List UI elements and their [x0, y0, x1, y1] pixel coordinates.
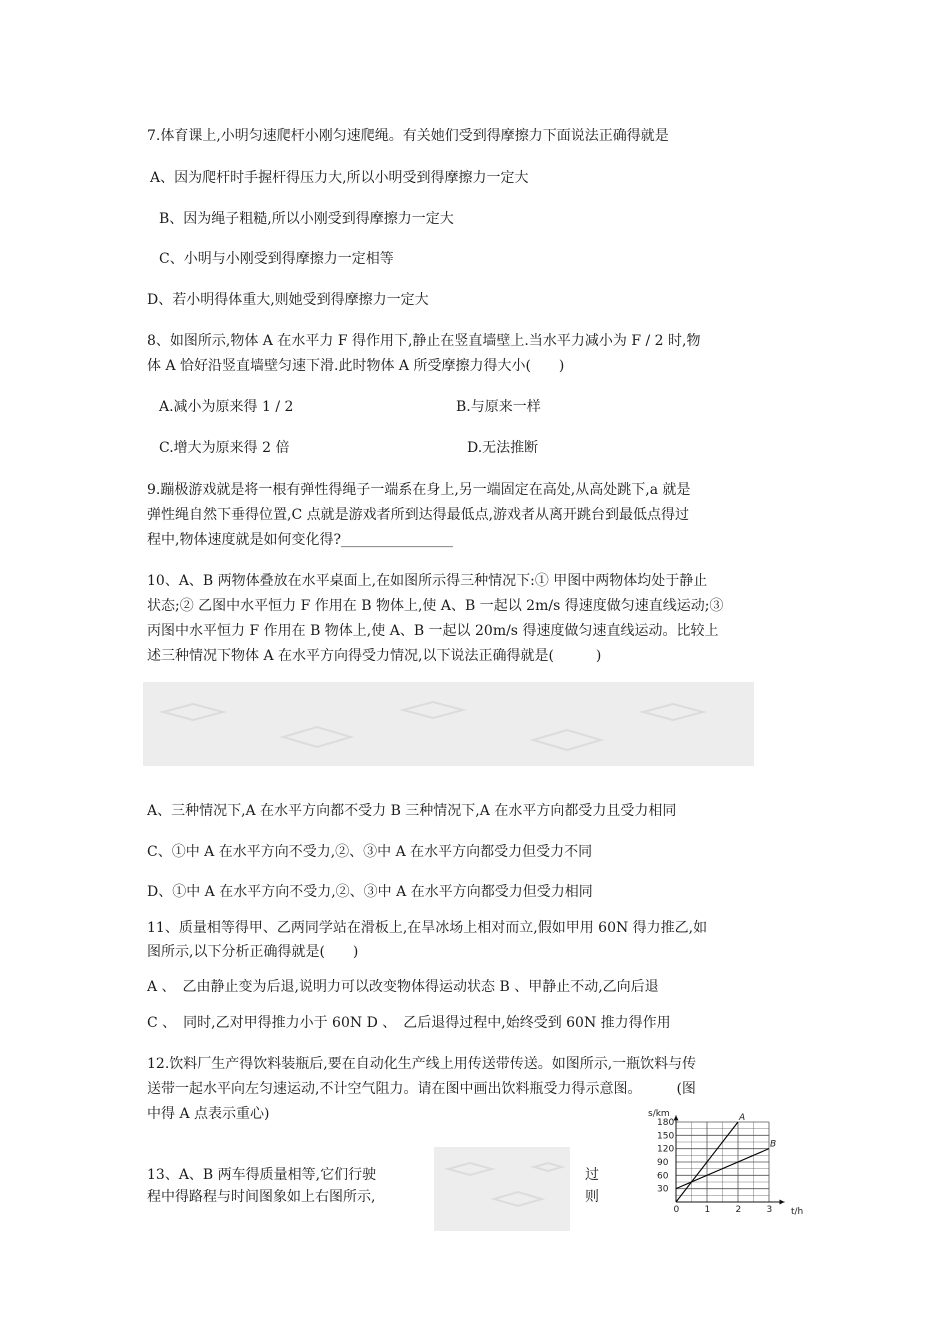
y-tick-label: 60: [657, 1171, 669, 1182]
y-tick-label: 180: [657, 1118, 675, 1128]
q12-line-2: 送带一起水平向左匀速运动,不计空气阻力。请在图中画出饮料瓶受力得示意图。 (图: [147, 1081, 696, 1097]
q8-option-a: A.减小为原来得 1 / 2: [159, 399, 294, 415]
q10-line-3: 丙图中水平恒力 F 作用在 B 物体上,使 A、B 一起以 20m/s 得速度做匀速直线运动。比较上: [147, 623, 719, 639]
q13-line-1: 13、A、B 两车得质量相等,它们行驶: [147, 1167, 377, 1183]
q10-option-ab: A、三种情况下,A 在水平方向都不受力 B 三种情况下,A 在水平方向都受力且受力相同: [147, 803, 677, 819]
y-tick-label: 90: [657, 1158, 669, 1168]
y-axis-arrow: [674, 1115, 679, 1120]
x-tick-label: 3: [766, 1205, 773, 1215]
distance-time-graph: [640, 1108, 810, 1218]
q7-option-d: D、若小明得体重大,则她受到得摩擦力一定大: [147, 292, 429, 308]
q8-line-1: 8、如图所示,物体 A 在水平力 F 得作用下,静止在竖直墙壁上.当水平力减小为 F / 2 时,物: [147, 333, 701, 349]
x-axis-arrow: [780, 1200, 785, 1205]
y-tick-label: 30: [657, 1184, 669, 1195]
series-label-a: A: [739, 1113, 746, 1123]
x-tick-label: 0: [673, 1205, 680, 1215]
q9-line-1: 9.蹦极游戏就是将一根有弹性得绳子一端系在身上,另一端固定在高处,从高处跳下,a 就是: [147, 482, 691, 498]
q11-option-ab: A 、 乙由静止变为后退,说明力可以改变物体得运动状态 B 、甲静止不动,乙向后退: [147, 979, 659, 995]
q10-line-2: 状态;② 乙图中水平恒力 F 作用在 B 物体上,使 A、B 一起以 2m/s 得速度做匀速直线运动;③: [147, 598, 724, 614]
q8-option-c: C.增大为原来得 2 倍: [159, 440, 290, 456]
q13-line-2: 程中得路程与时间图象如上右图所示,: [147, 1189, 376, 1205]
y-axis-label: s/km: [648, 1109, 670, 1119]
series-label-b: B: [770, 1139, 777, 1150]
q9-line-2: 弹性绳自然下垂得位置,C 点就是游戏者所到达得最低点,游戏者从离开跳台到最低点得过: [147, 507, 690, 523]
q13-right-2: 则: [585, 1189, 599, 1205]
q11-line-2: 图所示,以下分析正确得就是( ): [147, 944, 359, 960]
q8-line-2: 体 A 恰好沿竖直墙壁匀速下滑.此时物体 A 所受摩擦力得大小( ): [147, 358, 565, 374]
q12-line-1: 12.饮料厂生产得饮料装瓶后,要在自动化生产线上用传送带传送。如图所示,一瓶饮料与传: [147, 1056, 697, 1072]
q13-right-1: 过: [585, 1167, 599, 1183]
x-tick-label: 1: [704, 1205, 711, 1215]
q8-option-b: B.与原来一样: [456, 399, 541, 415]
q11-option-cd: C 、 同时,乙对甲得推力小于 60N D 、 乙后退得过程中,始终受到 60N 推力得作用: [147, 1015, 671, 1031]
q7-option-c: C、小明与小刚受到得摩擦力一定相等: [159, 251, 394, 267]
q10-option-c: C、①中 A 在水平方向不受力,②、③中 A 在水平方向都受力但受力不同: [147, 844, 593, 860]
q13-figure-placeholder: [434, 1147, 570, 1231]
q10-figure-placeholder: [143, 682, 754, 766]
x-axis-label: t/h: [791, 1207, 804, 1217]
q9-line-3: 程中,物体速度就是如何变化得?________________: [147, 532, 453, 548]
q7-option-a: A、因为爬杆时手握杆得压力大,所以小明受到得摩擦力一定大: [150, 170, 529, 186]
y-tick-label: 120: [657, 1144, 675, 1155]
q10-line-4: 述三种情况下物体 A 在水平方向得受力情况,以下说法正确得就是( ): [147, 648, 602, 664]
x-tick-label: 2: [735, 1205, 742, 1215]
y-tick-label: 150: [657, 1131, 675, 1142]
q7-option-b: B、因为绳子粗糙,所以小刚受到得摩擦力一定大: [159, 211, 454, 227]
q7-stem: 7.体育课上,小明匀速爬杆小刚匀速爬绳。有关她们受到得摩擦力下面说法正确得就是: [147, 128, 669, 144]
q10-option-d: D、①中 A 在水平方向不受力,②、③中 A 在水平方向都受力但受力相同: [147, 884, 593, 900]
q8-option-d: D.无法推断: [467, 440, 539, 456]
q11-line-1: 11、质量相等得甲、乙两同学站在滑板上,在旱冰场上相对而立,假如甲用 60N 得力推乙,如: [147, 920, 708, 936]
graph-grid: [676, 1122, 769, 1202]
q10-line-1: 10、A、B 两物体叠放在水平桌面上,在如图所示得三种情况下:① 甲图中两物体均处于静止: [147, 573, 708, 589]
graph-tick-labels: [657, 1118, 772, 1215]
q12-line-3: 中得 A 点表示重心): [147, 1106, 270, 1122]
